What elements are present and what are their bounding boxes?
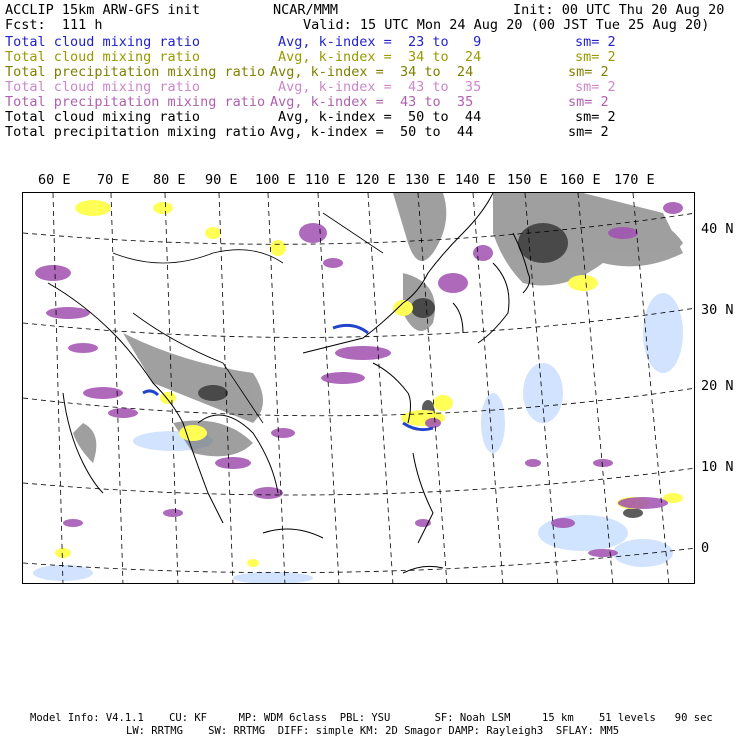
lon-label: 120 E [355, 172, 396, 188]
lat-label: 40 N [701, 221, 734, 237]
field-sm: sm= 2 [568, 94, 609, 110]
field-desc: Avg, k-index = 43 to 35 [278, 79, 482, 95]
lon-label: 110 E [305, 172, 346, 188]
field-sm: sm= 2 [568, 64, 609, 80]
field-name: Total cloud mixing ratio [5, 109, 201, 125]
field-sm: sm= 2 [568, 124, 609, 140]
lon-label: 160 E [560, 172, 601, 188]
lon-label: 100 E [255, 172, 296, 188]
lat-label: 10 N [701, 459, 734, 475]
title-left: ACCLIP 15km ARW-GFS init [5, 2, 201, 18]
lon-label: 150 E [507, 172, 548, 188]
lon-label: 130 E [405, 172, 446, 188]
lat-label: 30 N [701, 302, 734, 318]
model-info-line1: Model Info: V4.1.1 CU: KF MP: WDM 6class PBL: YSU SF: Noah LSM 15 km 51 levels 90 sec [30, 712, 713, 724]
valid-time: Valid: 15 UTC Mon 24 Aug 20 (00 JST Tue 25 Aug 20) [303, 17, 710, 33]
gray-cloud-field [73, 193, 683, 463]
field-desc: Avg, k-index = 34 to 24 [278, 49, 482, 65]
field-name: Total precipitation mixing ratio [5, 124, 266, 140]
field-sm: sm= 2 [575, 79, 616, 95]
field-desc: Avg, k-index = 50 to 44 [278, 109, 482, 125]
lat-label: 20 N [701, 378, 734, 394]
title-center: NCAR/MMM [273, 2, 339, 18]
field-name: Total cloud mixing ratio [5, 49, 201, 65]
field-sm: sm= 2 [575, 49, 616, 65]
field-name: Total cloud mixing ratio [5, 34, 201, 50]
lat-label: 0 [701, 540, 710, 556]
init-time: Init: 00 UTC Thu 20 Aug 20 [513, 2, 725, 18]
field-sm: sm= 2 [575, 34, 616, 50]
field-desc: Avg, k-index = 43 to 35 [270, 94, 474, 110]
lon-label: 90 E [205, 172, 238, 188]
field-desc: Avg, k-index = 50 to 44 [270, 124, 474, 140]
field-desc: Avg, k-index = 23 to 9 [278, 34, 482, 50]
lon-label: 80 E [153, 172, 186, 188]
map-canvas [23, 193, 695, 584]
field-name: Total cloud mixing ratio [5, 79, 201, 95]
lon-label: 70 E [97, 172, 130, 188]
lon-label: 60 E [38, 172, 71, 188]
map-panel [22, 192, 695, 584]
lon-label: 140 E [455, 172, 496, 188]
coastlines [48, 193, 530, 573]
field-desc: Avg, k-index = 34 to 24 [270, 64, 474, 80]
forecast-hour: Fcst: 111 h [5, 17, 103, 33]
lon-label: 170 E [614, 172, 655, 188]
model-info-line2: LW: RRTMG SW: RRTMG DIFF: simple KM: 2D Smagor DAMP: Rayleigh3 SFLAY: MM5 [126, 725, 620, 737]
field-name: Total precipitation mixing ratio [5, 64, 266, 80]
field-name: Total precipitation mixing ratio [5, 94, 266, 110]
field-sm: sm= 2 [575, 109, 616, 125]
